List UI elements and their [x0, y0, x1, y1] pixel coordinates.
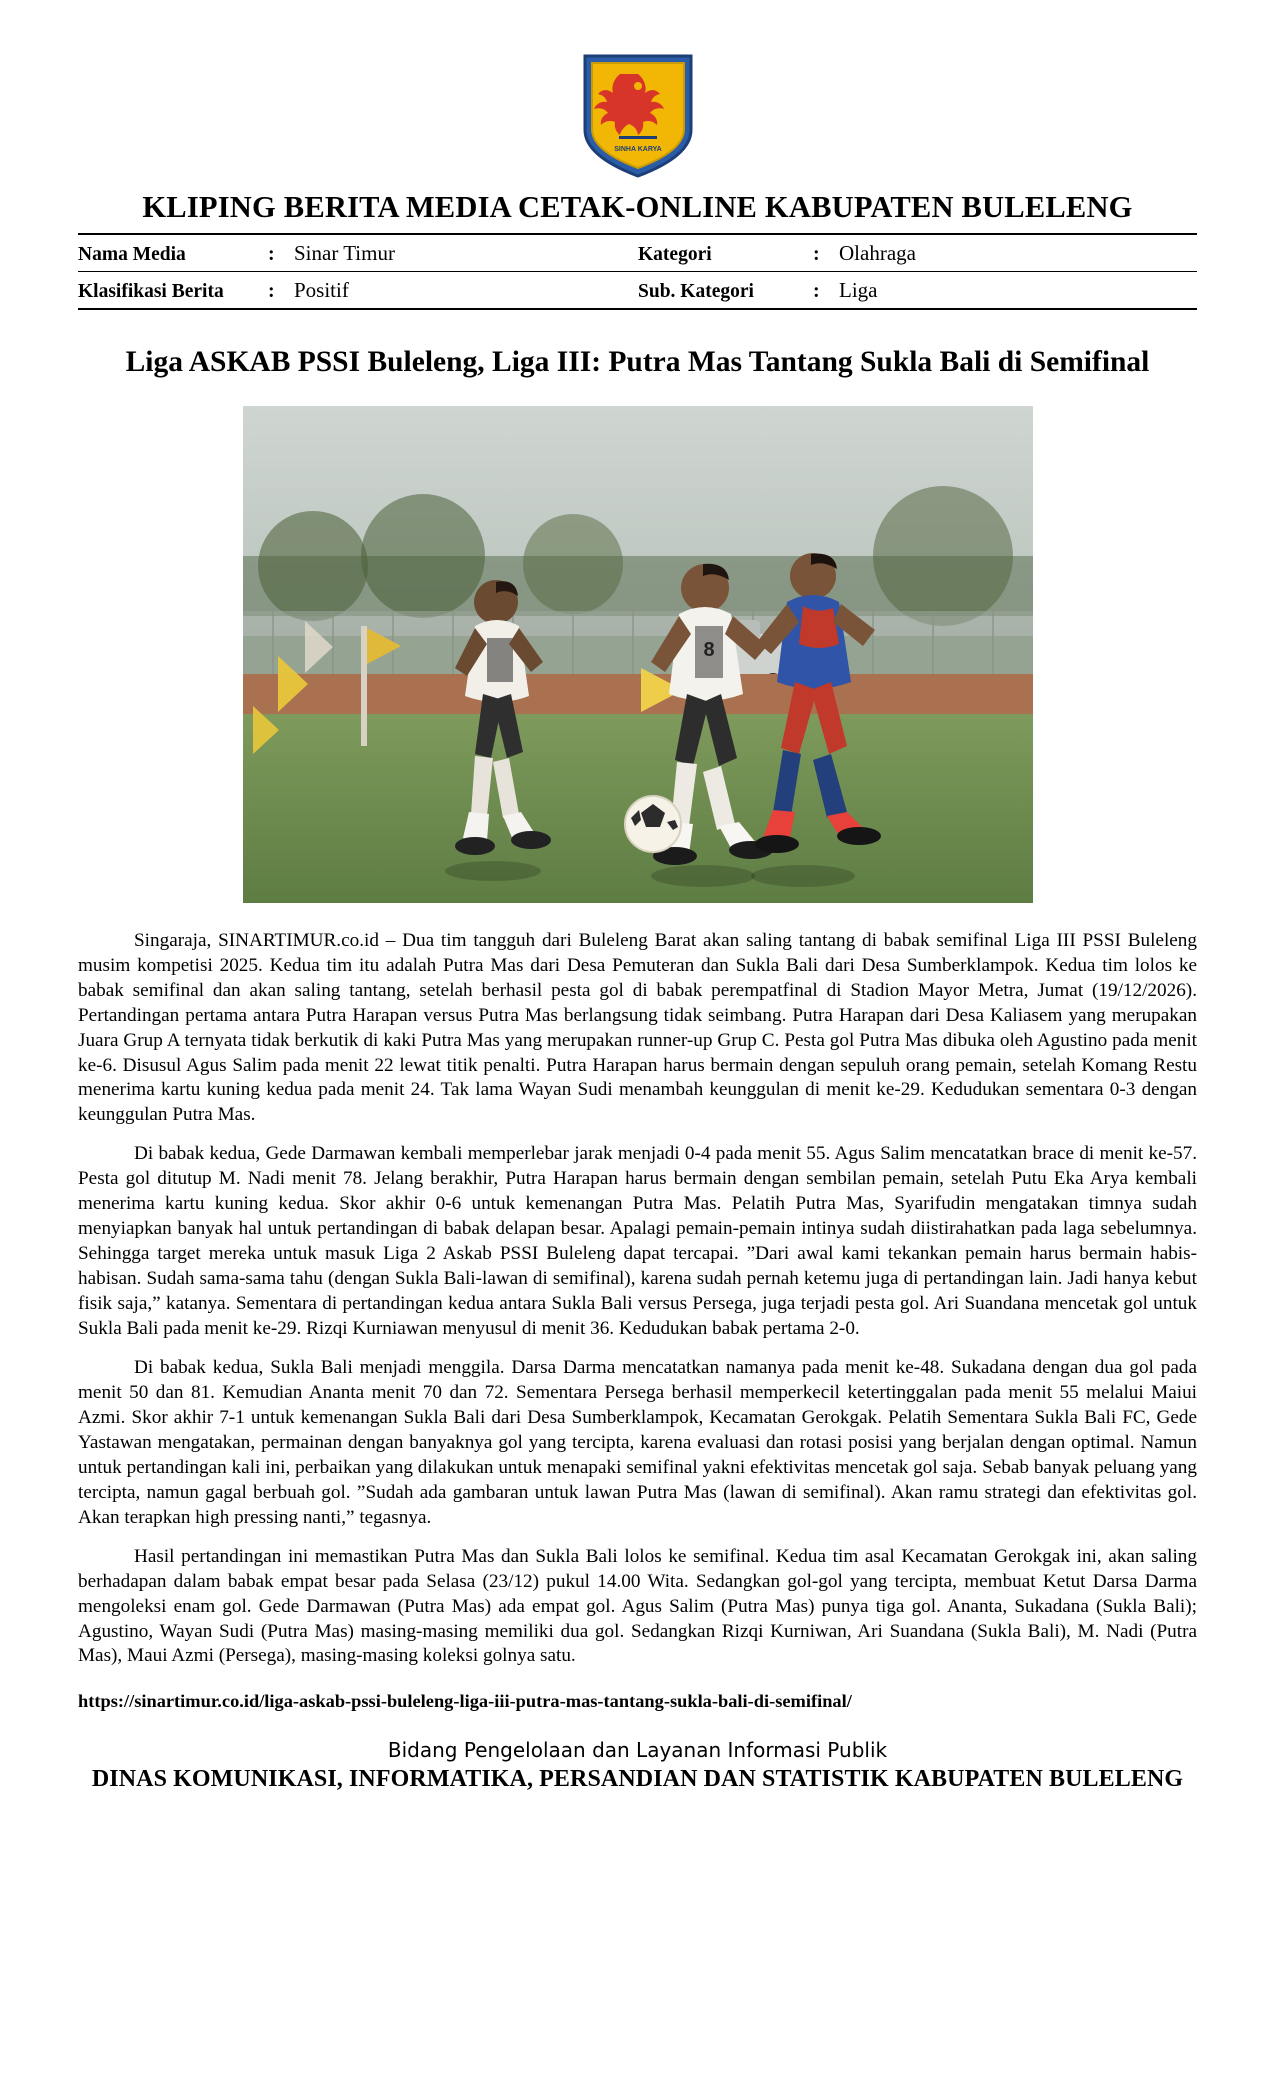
- table-row: [78, 235, 1197, 271]
- category-value: Olahraga: [839, 241, 916, 265]
- media-value: Sinar Timur: [294, 241, 395, 265]
- paragraph-4: Hasil pertandingan ini memastikan Putra Mas dan Sukla Bali lolos ke semifinal. Kedua tim asal Kecamatan Gerokgak ini, akan saling berhadapan dalam babak empat besar pada Selasa (23/12) pukul 14.00 Wita. Sedangkan gol-gol yang tercipta, membuat Ketut Darsa Darma mengoleksi enam gol. Gede Darmawan (Putra Mas) ada empat gol. Agus Salim (Putra Mas) punya tiga gol. Ananta, Sukadana (Sukla Bali); Agustino, Wayan Sudi (Putra Mas) masing-masing memiliki dua gol. Sedangkan Rizqi Kurniwan, Ari Suandana (Sukla Bali), M. Nadi (Putra Mas), Maui Azmi (Persega), masing-masing koleksi golnya satu.: [78, 1545, 1197, 1667]
- media-label: Nama Media: [78, 244, 186, 265]
- paragraph-3: Di babak kedua, Sukla Bali menjadi menggila. Darsa Darma mencatatkan namanya pada menit ke-48. Sukadana dengan dua gol pada menit 50 dan 81. Kemudian Ananta menit 70 dan 72. Sementara Persega berhasil memperkecil ketertinggalan pada menit 55 melalui Maiui Azmi. Skor akhir 7-1 untuk kemenangan Sukla Bali dari Desa Sumberklampok, Kecamatan Gerokgak. Pelatih Sementara Sukla Bali FC, Gede Yastawan mengatakan, permainan dengan banyaknya gol yang tercipta, karena evaluasi dan rotasi posisi yang berjalan dengan optimal. Namun untuk pertandingan kali ini, perbaikan yang dilakukan untuk menapaki semifinal yakni efektivitas mencetak gol saja. Sebab banyak peluang yang tercipta, namun gagal berbuah gol. ”Sudah ada gambaran untuk lawan Putra Mas (lawan di semifinal). Akan ramu strategi dan efektivitas gol. Akan terapkan high pressing nanti,” tegasnya.: [78, 1357, 1197, 1528]
- buleleng-crest-logo: [579, 52, 697, 180]
- metadata-table: [78, 235, 1197, 271]
- svg-text:8: 8: [702, 638, 715, 661]
- article-photo-container: [78, 406, 1197, 903]
- paragraph-1: Singaraja, SINARTIMUR.co.id – Dua tim tangguh dari Buleleng Barat akan saling tantang di babak semifinal Liga III PSSI Buleleng musim kompetisi 2025. Kedua tim itu adalah Putra Mas dari Desa Pemuteran dan Sukla Bali dari Desa Sumberklampok. Kedua tim lolos ke babak semifinal dan akan saling tantang, setelah berhasil pesta gol di babak perempatfinal di Stadion Mayor Metra, Jumat (19/12/2026). Pertandingan pertama antara Putra Harapan versus Putra Mas berlangsung tidak seimbang. Putra Harapan dari Desa Kaliasem yang merupakan Juara Grup A ternyata tidak berkutik di kaki Putra Mas yang merupakan runner-up Grup C. Pesta gol Putra Mas dibuka oleh Agustino pada menit ke-6. Disusul Agus Salim pada menit 22 lewat titik penalti. Putra Harapan harus bermain dengan sepuluh orang pemain, setelah Komang Restu menerima kartu kuning kedua pada menit 24. Tak lama Wayan Sudi menambah keunggulan di menit ke-29. Kedudukan sementara 0-3 dengan keunggulan Putra Mas.: [78, 929, 1197, 1126]
- classification-label: Klasifikasi Berita: [78, 281, 224, 302]
- source-url-link[interactable]: https://sinartimur.co.id/liga-askab-pssi-buleleng-liga-iii-putra-mas-tantang-sukla-bali-di-semifinal/: [78, 1691, 852, 1712]
- page-title: KLIPING BERITA MEDIA CETAK-ONLINE KABUPATEN BULELENG: [142, 190, 1133, 224]
- footer-division: Bidang Pengelolaan dan Layanan Informasi Publik: [387, 1738, 888, 1763]
- football-match-photo: [243, 406, 1033, 903]
- subcategory-value: Liga: [839, 278, 878, 302]
- svg-text:SINHA KARYA: SINHA KARYA: [613, 146, 662, 153]
- article-headline: Liga ASKAB PSSI Buleleng, Liga III: Putra Mas Tantang Sukla Bali di Semifinal: [125, 346, 1150, 378]
- category-label: Kategori: [638, 244, 712, 265]
- colon-1: :: [268, 243, 275, 265]
- colon-2: :: [813, 243, 820, 265]
- colon-4: :: [813, 280, 820, 302]
- paragraph-2: Di babak kedua, Gede Darmawan kembali memperlebar jarak menjadi 0-4 pada menit 55. Agus Salim mencatatkan brace di menit ke-57. Pesta gol ditutup M. Nadi menit 78. Jelang berakhir, Putra Harapan harus bermain dengan sembilan pemain, setelah Putu Eka Arya kembali menerima kartu kuning kedua. Skor akhir 0-6 untuk kemenangan Putra Mas. Pelatih Putra Mas, Syarifudin mengatakan timnya sudah menyiapkan banyak hal untuk pertandingan di babak delapan besar. Apalagi pemain-pemain intinya sudah diistirahatkan pada laga sebelumnya. Sehingga target mereka untuk masuk Liga 2 Askab PSSI Buleleng dapat tercapai. ”Dari awal kami tekankan pemain harus bermain habis-habisan. Sudah sama-sama tahu (dengan Sukla Bali-lawan di semifinal), karena sudah pernah ketemu juga di pertandingan lain. Jadi hanya kebut fisik saja,” katanya. Sementara di pertandingan kedua antara Sukla Bali versus Persega, juga terjadi pesta gol. Ari Suandana mencetak gol untuk Sukla Bali pada menit ke-29. Rizqi Kurniawan menyusul di menit 36. Kedudukan babak pertama 2-0.: [78, 1143, 1197, 1340]
- divider-bottom: [78, 308, 1197, 310]
- colon-3: :: [268, 280, 275, 302]
- classification-value: Positif: [294, 278, 349, 302]
- article-body: [78, 929, 1197, 1670]
- subcategory-label: Sub. Kategori: [638, 281, 754, 302]
- document-footer: [78, 1738, 1197, 1793]
- footer-agency: DINAS KOMUNIKASI, INFORMATIKA, PERSANDIAN DAN STATISTIK KABUPATEN BULELENG: [91, 1766, 1184, 1793]
- metadata-table-2: [78, 272, 1197, 308]
- logo-container: [78, 52, 1197, 180]
- table-row: [78, 272, 1197, 308]
